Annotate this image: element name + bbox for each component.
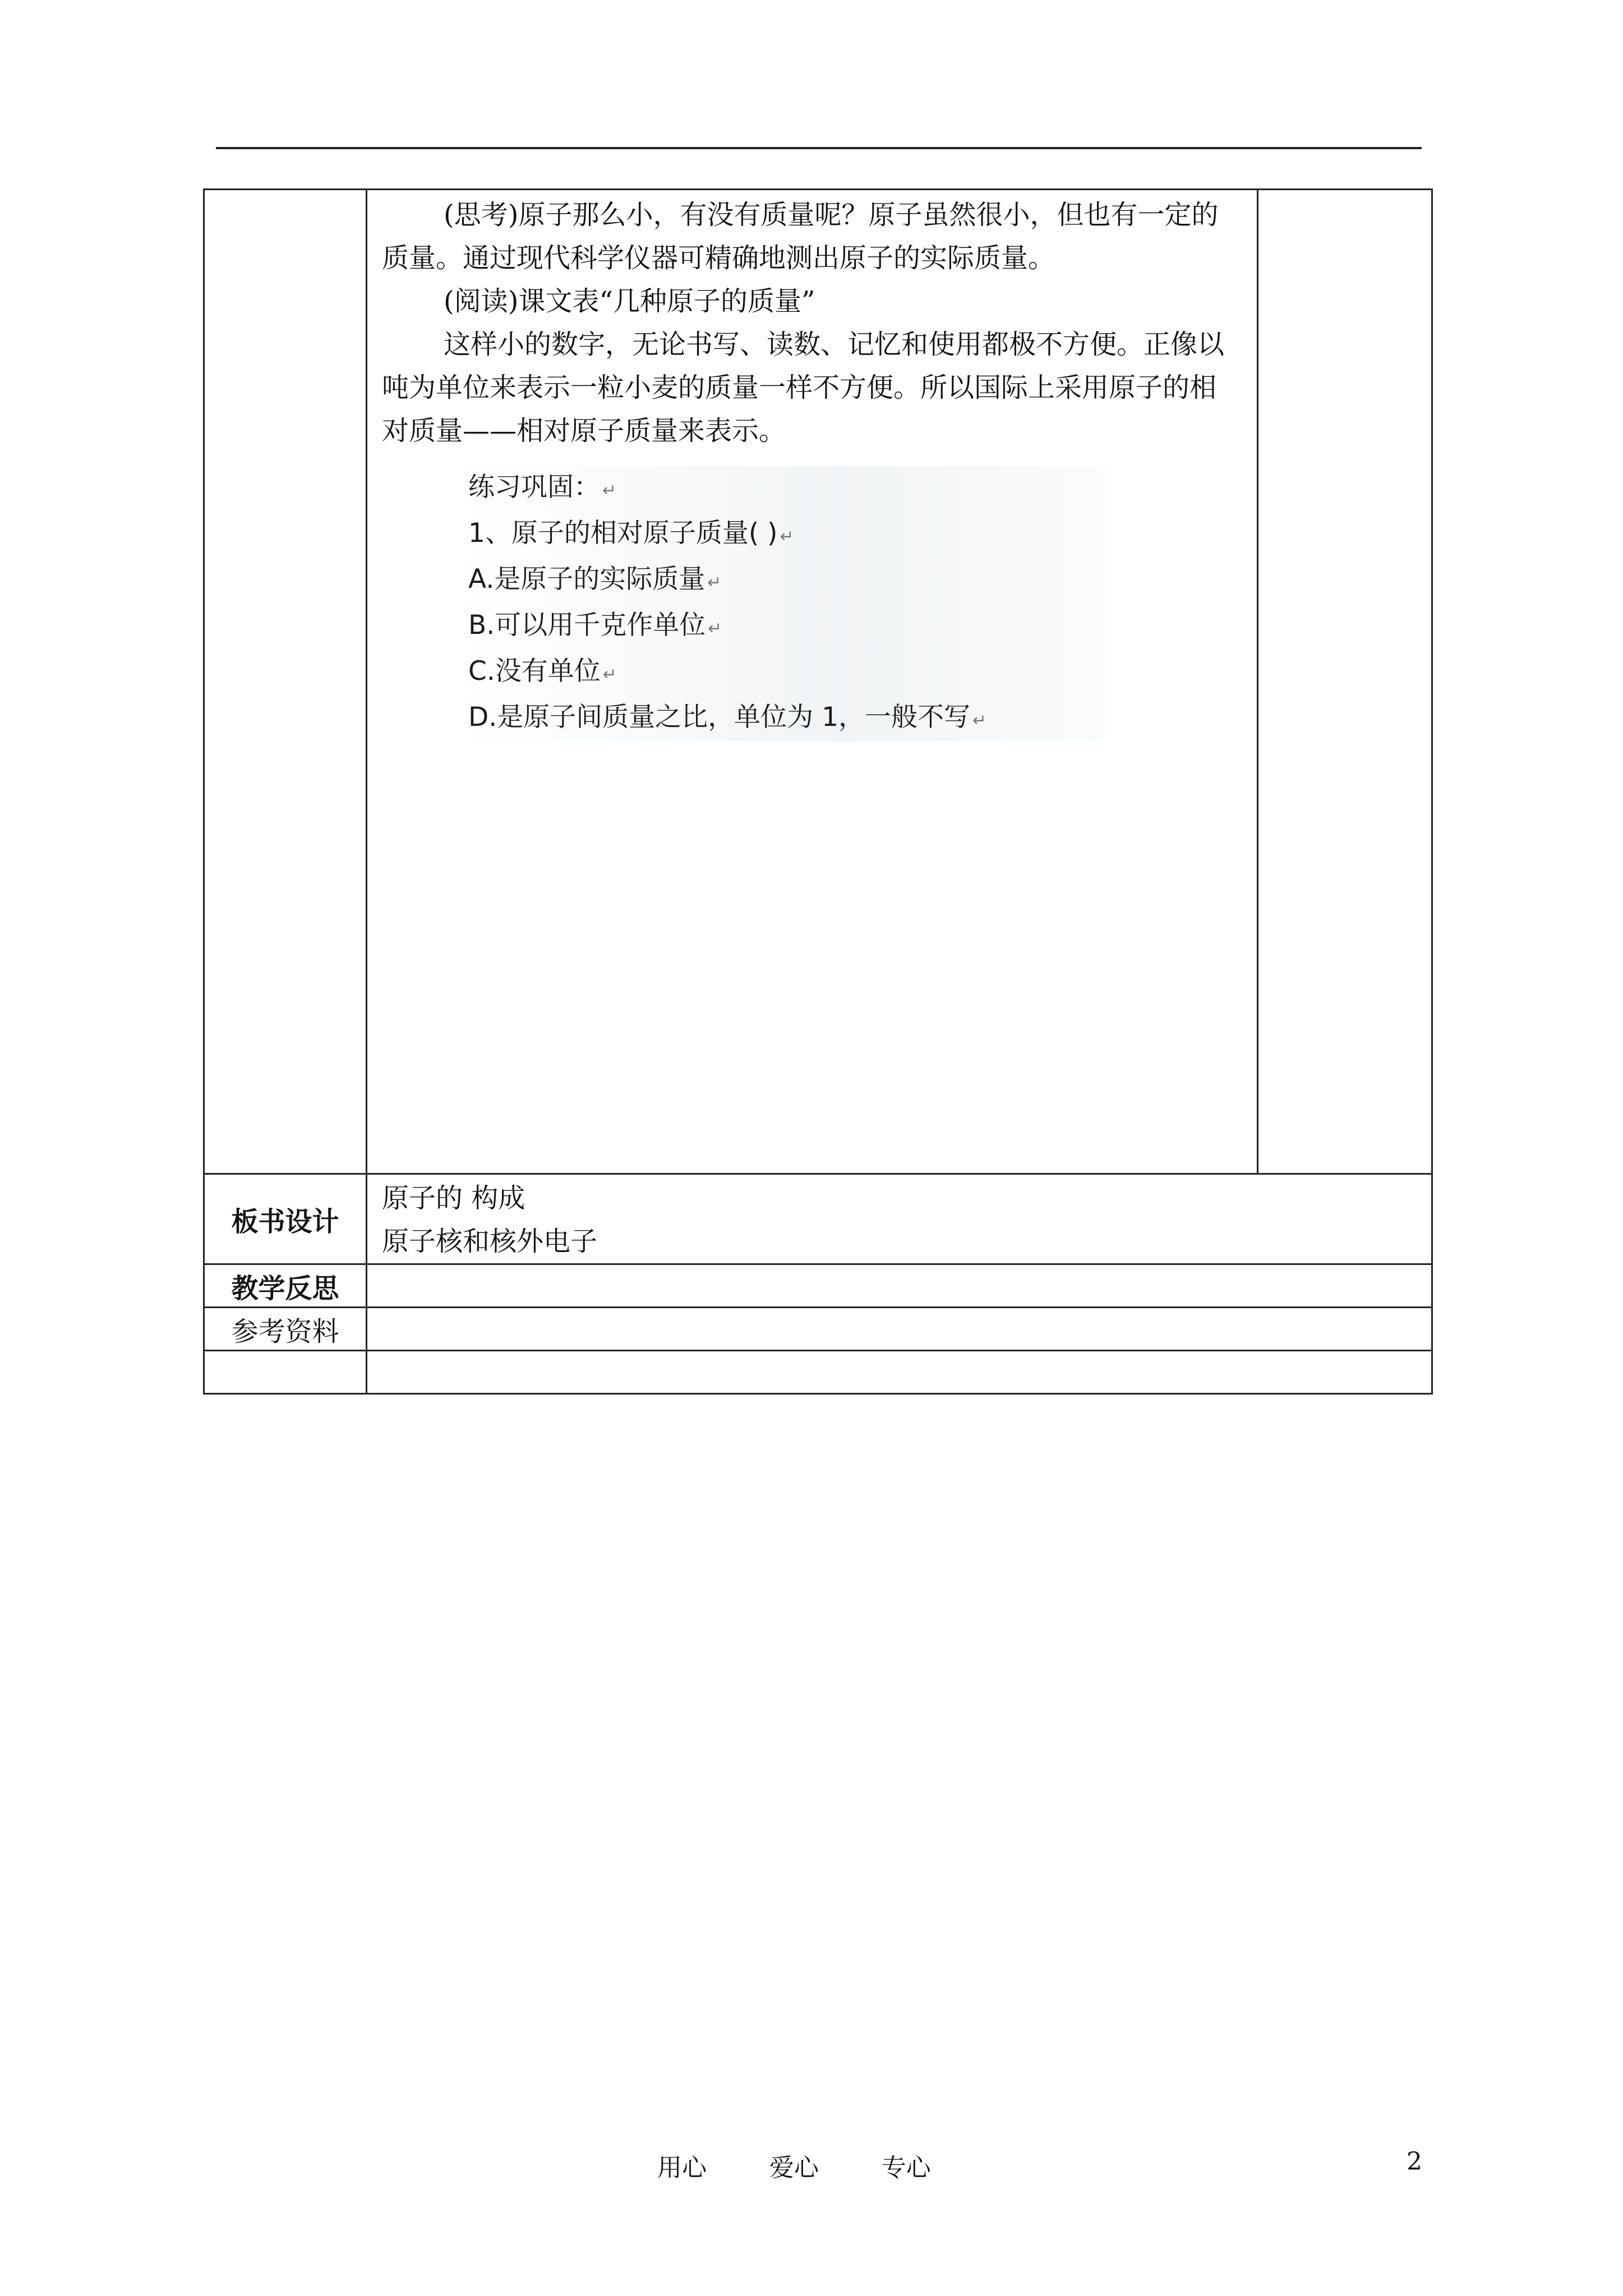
- read-paragraph: (阅读)课文表“几种原子的质量”: [444, 286, 815, 317]
- board-label: 板书设计: [204, 1174, 367, 1264]
- notes-cell: [1258, 190, 1432, 1174]
- option-a: A.是原子的实际质量 ↵: [468, 564, 722, 595]
- exercise-title: 练习巩固： ↵: [468, 472, 617, 503]
- empty-row: [204, 1351, 1432, 1394]
- reflection-content: [367, 1264, 1432, 1308]
- board-line-2: 原子核和核外电子: [382, 1226, 598, 1257]
- header-rule: [216, 147, 1422, 149]
- option-d: D.是原子间质量之比，单位为 1，一般不写 ↵: [468, 702, 987, 733]
- board-row: [204, 1174, 1432, 1264]
- lesson-content-cell: [367, 190, 1258, 1174]
- reflection-row: [204, 1264, 1432, 1308]
- board-content: [367, 1174, 1432, 1264]
- content-row: [204, 190, 1432, 1174]
- page-number: 2: [1407, 2147, 1422, 2176]
- empty-row-content: [367, 1351, 1432, 1394]
- board-line-1: 原子的 构成: [382, 1182, 525, 1214]
- empty-row-label: [204, 1351, 367, 1394]
- option-c: C.没有单位 ↵: [468, 656, 617, 687]
- footer-motto: 用心 爱心 专心: [657, 2154, 931, 2182]
- empty-label-cell: [204, 190, 367, 1174]
- option-b: B.可以用千克作单位 ↵: [468, 610, 722, 641]
- lesson-plan-table: [203, 188, 1433, 1395]
- references-row: [204, 1308, 1432, 1351]
- explanation-paragraph: 这样小的数字，无论书写、读数、记忆和使用都极不方便。正像以吨为单位来表示一粒小麦的质量一样不方便。所以国际上采用原子的相对质量——相对原子质量来表示。: [382, 329, 1225, 447]
- exercise-image: [455, 466, 1105, 741]
- reflection-label: 教学反思: [204, 1264, 367, 1308]
- think-paragraph: (思考)原子那么小，有没有质量呢？原子虽然很小，但也有一定的质量。通过现代科学仪器可精确地测出原子的实际质量。: [382, 199, 1219, 274]
- exercise-question: 1、原子的相对原子质量( ) ↵: [468, 518, 794, 549]
- references-content: [367, 1308, 1432, 1351]
- references-label: 参考资料: [204, 1308, 367, 1351]
